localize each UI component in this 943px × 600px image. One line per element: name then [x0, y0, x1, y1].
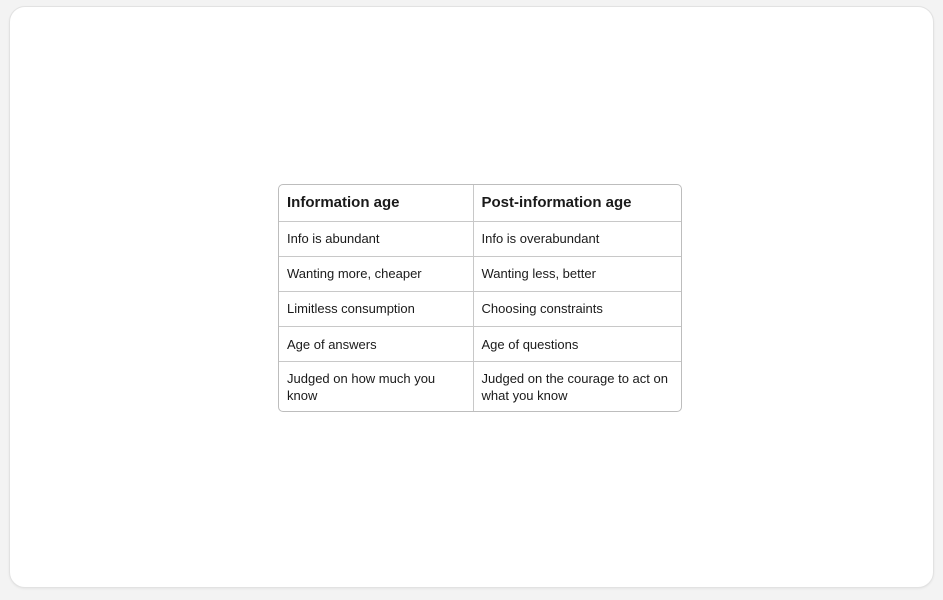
table-cell: Wanting less, better: [473, 256, 681, 291]
table-header-row: [279, 185, 681, 221]
table-cell: Age of answers: [279, 327, 473, 362]
table-cell: Wanting more, cheaper: [279, 256, 473, 291]
table-cell: Info is overabundant: [473, 221, 681, 256]
table-cell: Choosing constraints: [473, 291, 681, 326]
table-row: [279, 221, 681, 256]
table-row: [279, 362, 681, 411]
comparison-table: [278, 184, 682, 412]
table-cell: Info is abundant: [279, 221, 473, 256]
table-row: [279, 327, 681, 362]
table-cell: Limitless consumption: [279, 291, 473, 326]
table-cell: Judged on the courage to act on what you know: [481, 370, 668, 403]
page-card: [9, 6, 934, 588]
comparison-table-grid: [279, 185, 681, 411]
table-cell: Judged on how much you know: [279, 362, 473, 411]
column-header-information-age: Information age: [279, 185, 473, 221]
table-cell: Age of questions: [473, 327, 681, 362]
column-header-post-information-age: Post-information age: [473, 185, 681, 221]
table-row: [279, 256, 681, 291]
table-row: [279, 291, 681, 326]
